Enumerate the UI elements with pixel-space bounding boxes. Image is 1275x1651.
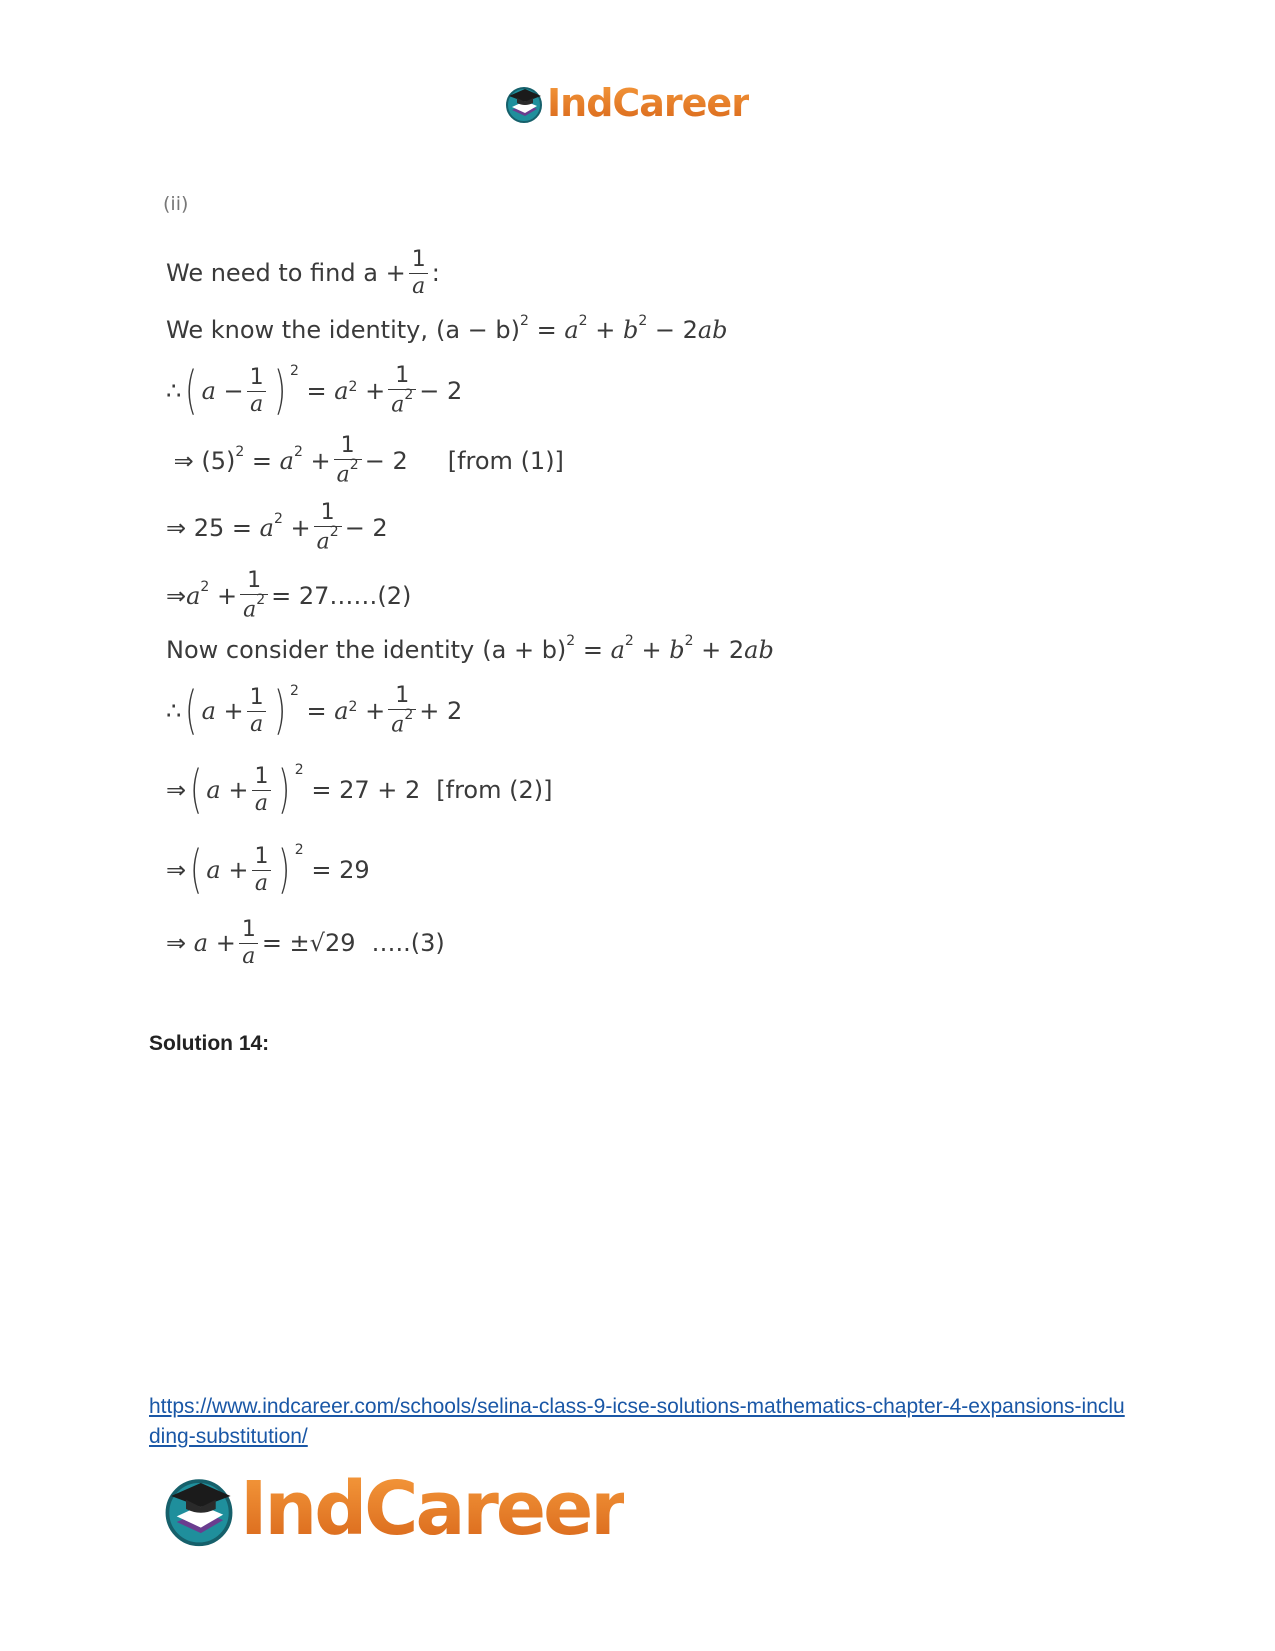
math-line-8: ∴ ( a + $\frac{1}{a}$ ) $^2$ = a $^2$ + $\frac{1}{a^2}$ + 2 [166, 681, 463, 741]
graduation-cap-book-icon [503, 82, 545, 124]
source-url-link[interactable]: https://www.indcareer.com/schools/selina-class-9-icse-solutions-mathematics-chapter-4-expansions-including-substitution/ [149, 1395, 1125, 1448]
logo-wordmark: IndCareer [547, 81, 749, 125]
math-line-2: We know the identity, $(a - b)^2 = a^2 + b^2 - 2ab$ [166, 313, 728, 344]
fraction: $\frac{1}{a}$ [409, 249, 429, 298]
math-line-4: ⇒ $(5)^2 = a^2$ + $\frac{1}{a^2}$ − 2 [from (1)] [166, 433, 564, 488]
math-line-10: ⇒ ( a + $\frac{1}{a}$ ) $^2$ = 29 [166, 840, 370, 900]
math-line-1: We need to find a + $\frac{1}{a}$ : [166, 246, 440, 299]
indcareer-logo-top [503, 80, 749, 126]
math-line-7: Now consider the identity $(a + b)^2 = a^2 + b^2 + 2ab$ [166, 633, 774, 664]
part-label: (ii) [163, 193, 189, 215]
indcareer-logo-bottom [160, 1468, 624, 1550]
math-line-5: ⇒ 25 = $a^2$ + $\frac{1}{a^2}$ − 2 [166, 500, 388, 555]
logo-wordmark: IndCareer [240, 1466, 624, 1552]
math-line-3: ∴ ( a − $\frac{1}{a}$ ) $^2$ = a $^2$ + $\frac{1}{a^2}$ − 2 [166, 361, 463, 421]
graduation-cap-book-icon [160, 1470, 238, 1548]
math-line-9: ⇒ ( a + $\frac{1}{a}$ ) $^2$ = 27 + 2 [from (2)] [166, 760, 553, 820]
solution-heading: Solution 14: [149, 1032, 270, 1055]
math-line-11: ⇒ a + $\frac{1}{a}$ = ±√29 …..(3) [166, 916, 445, 969]
math-line-6: $\Rightarrow a^2$ + $\frac{1}{a^2}$ = 27……(2) [166, 568, 412, 623]
